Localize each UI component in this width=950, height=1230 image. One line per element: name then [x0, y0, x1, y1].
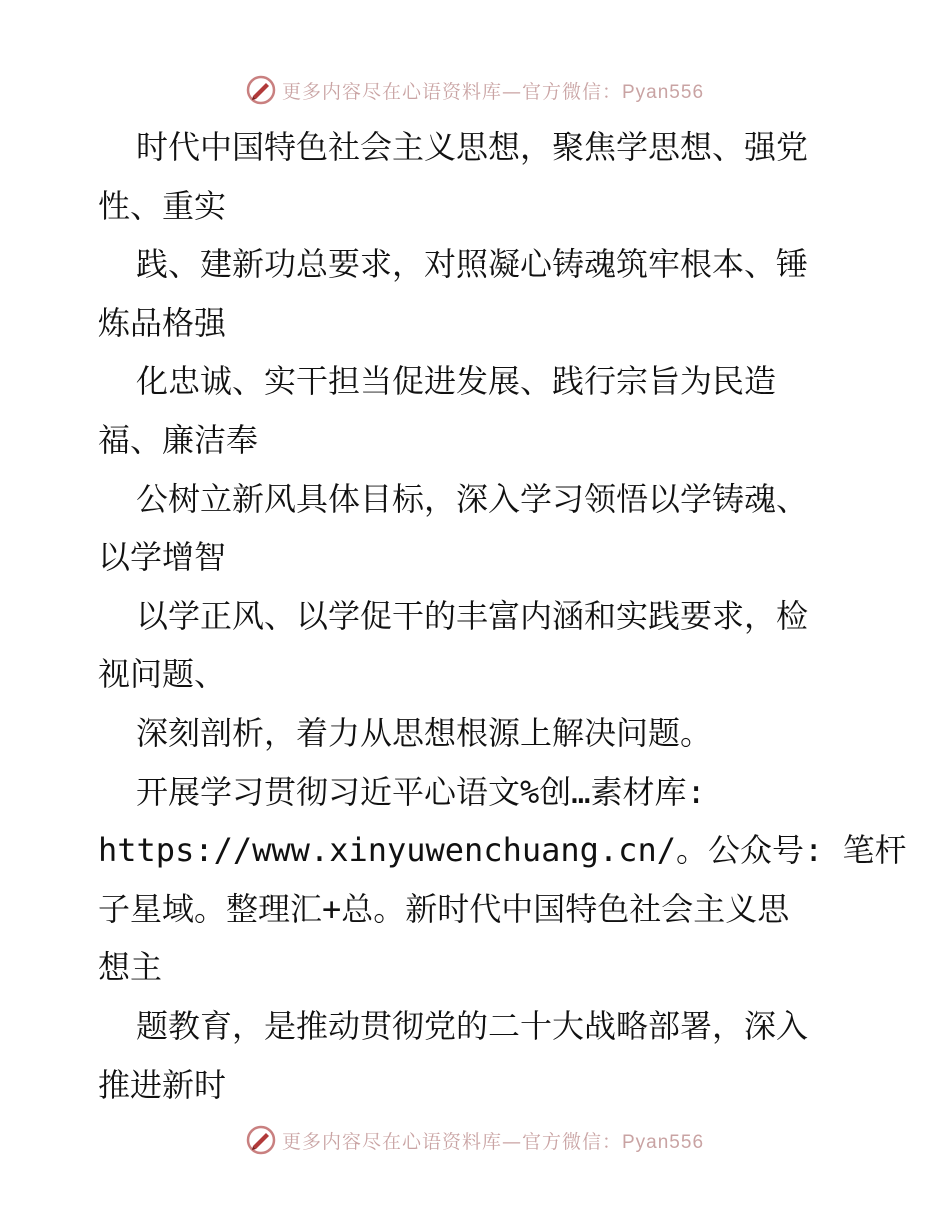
- text-line: 以学增智: [98, 538, 227, 577]
- text-line: 开展学习贯彻习近平心语文%创…素材库:: [136, 772, 706, 811]
- text-line: 深刻剖析，着力从思想根源上解决问题。: [136, 713, 713, 752]
- text-line: 时代中国特色社会主义思想，聚焦学思想、强党: [136, 128, 809, 166]
- text-line: 公树立新风具体目标，深入学习领悟以学铸魂、: [136, 479, 809, 518]
- text-line: 以学正风、以学促干的丰富内涵和实践要求，检: [136, 596, 809, 635]
- text-line: 想主: [98, 948, 163, 987]
- text-line: 福、廉洁奉: [98, 420, 259, 459]
- text-line: 践、建新功总要求，对照凝心铸魂筑牢根本、锤: [136, 245, 809, 284]
- footer-banner-label: 更多内容尽在心语资料库—官方微信：: [281, 1130, 622, 1153]
- text-line: 推进新时: [98, 1065, 227, 1104]
- text-line: 子星域。整理汇+总。新时代中国特色社会主义思: [98, 889, 790, 928]
- text-line: https://www.xinyuwenchuang.cn/。公众号: 笔杆: [98, 831, 907, 870]
- header-banner-label: 更多内容尽在心语资料库—官方微信：: [281, 80, 622, 103]
- header-banner-text: [282, 77, 704, 104]
- header-banner-id: Pyan556: [622, 81, 705, 103]
- footer-banner-content: [246, 1125, 704, 1155]
- text-line: 视问题、: [98, 655, 227, 694]
- text-line: 题教育，是推动贯彻党的二十大战略部署，深入: [136, 1006, 809, 1045]
- pen-logo-icon: [246, 75, 276, 105]
- header-banner-content: [246, 75, 704, 105]
- text-line: 化忠诚、实干担当促进发展、践行宗旨为民造: [136, 362, 777, 401]
- footer-banner-text: [282, 1127, 704, 1154]
- header-banner: [0, 70, 950, 110]
- document-body: [98, 118, 907, 1114]
- pen-logo-icon: [246, 1125, 276, 1155]
- footer-banner: [0, 1120, 950, 1160]
- text-line: 性、重实: [98, 186, 227, 225]
- footer-banner-id: Pyan556: [622, 1131, 705, 1153]
- text-line: 炼品格强: [98, 303, 227, 342]
